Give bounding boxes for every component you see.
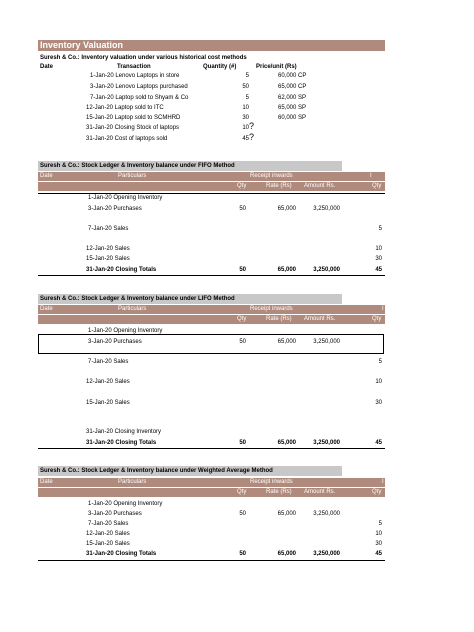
valuation-row-qty: 10 xyxy=(242,125,249,131)
lifo-purchases-rate: 65,000 xyxy=(277,339,296,345)
lifo-rate-header: Rate (Rs) xyxy=(266,316,292,322)
wavg-sale-label: 7-Jan-20 Sales xyxy=(88,521,129,527)
col-transaction-header: Transaction xyxy=(117,64,151,70)
unknown-mark: ? xyxy=(249,121,255,131)
valuation-subtitle: Suresh & Co.: Inventory valuation under various historical cost methods xyxy=(40,55,247,61)
fifo-issue-qty-header: Qty xyxy=(372,183,382,189)
lifo-purchases-qty: 50 xyxy=(239,339,246,345)
valuation-row-tx: 31-Jan-20 Closing Stock of laptops xyxy=(86,125,180,131)
lifo-totals-qty: 50 xyxy=(239,440,246,446)
valuation-row-tx: 3-Jan-20 Lenovo Laptops purchased xyxy=(90,84,188,90)
lifo-sale-qty: 10 xyxy=(375,379,382,385)
lifo-particulars-header: Particulars xyxy=(118,306,147,312)
fifo-sale-label: 7-Jan-20 Sales xyxy=(88,226,129,232)
fifo-amount-header: Amount Rs. xyxy=(304,183,336,189)
lifo-totals-rate: 65,000 xyxy=(277,440,296,446)
wavg-purchases-amount: 3,250,000 xyxy=(313,511,340,517)
wavg-totals-qty: 50 xyxy=(239,551,246,557)
fifo-totals-label: 31-Jan-20 Closing Totals xyxy=(86,267,157,273)
wavg-opening: 1-Jan-20 Opening Inventory xyxy=(88,501,163,507)
valuation-row-qty: 45 xyxy=(242,136,249,142)
valuation-title-band xyxy=(38,40,385,51)
wavg-totals-issue-qty: 45 xyxy=(375,551,382,557)
wavg-sale-label: 12-Jan-20 Sales xyxy=(86,531,130,537)
lifo-title: Suresh & Co.: Stock Ledger & Inventory balance under LIFO Method xyxy=(40,296,235,302)
valuation-row-price: 65,000 SP xyxy=(278,105,307,111)
lifo-sale-label: 12-Jan-20 Sales xyxy=(86,379,130,385)
valuation-row-tx: 1-Jan-20 Lenovo Laptops in store xyxy=(90,73,180,79)
valuation-row-tx: 7-Jan-20 Laptop sold to Shyam & Co xyxy=(90,95,189,101)
wavg-purchases-rate: 65,000 xyxy=(277,511,296,517)
fifo-totals-qty: 50 xyxy=(239,267,246,273)
lifo-purchases-amount: 3,250,000 xyxy=(313,339,340,345)
valuation-title: Inventory Valuation xyxy=(40,40,124,50)
col-date-header: Date xyxy=(40,64,54,70)
lifo-header-band xyxy=(38,305,385,314)
fifo-purchases-qty: 50 xyxy=(239,206,246,212)
wavg-totals-rate: 65,000 xyxy=(277,551,296,557)
fifo-totals-issue-qty: 45 xyxy=(375,267,382,273)
col-price-header: Price/unit (Rs) xyxy=(256,64,297,70)
wavg-amount-header: Amount Rs. xyxy=(304,489,336,495)
lifo-sale-label: 7-Jan-20 Sales xyxy=(88,359,129,365)
fifo-date-header: Date xyxy=(40,173,53,179)
wavg-qty-header: Qty xyxy=(237,489,247,495)
fifo-rate-header: Rate (Rs) xyxy=(266,183,292,189)
lifo-qty-header: Qty xyxy=(237,316,247,322)
valuation-row-qty: 10 xyxy=(242,105,249,111)
lifo-sale-label: 15-Jan-20 Sales xyxy=(86,400,130,406)
lifo-totals-amount: 3,250,000 xyxy=(313,440,340,446)
fifo-totals-amount: 3,250,000 xyxy=(313,267,340,273)
fifo-sale-label: 12-Jan-20 Sales xyxy=(86,246,130,252)
valuation-row-qty: 30 xyxy=(242,115,249,121)
wavg-bottom-rule xyxy=(38,560,385,561)
lifo-sale-qty: 5 xyxy=(378,359,382,365)
fifo-opening: 1-Jan-20 Opening Inventory xyxy=(88,195,163,201)
wavg-particulars-header: Particulars xyxy=(118,479,147,485)
fifo-sale-qty: 30 xyxy=(375,256,382,262)
col-quantity-header: Quantity (#) xyxy=(203,64,237,70)
fifo-qty-header: Qty xyxy=(237,183,247,189)
fifo-subheader-band xyxy=(38,182,385,191)
lifo-totals-issue-qty: 45 xyxy=(375,440,382,446)
wavg-totals-label: 31-Jan-20 Closing Totals xyxy=(86,551,157,557)
lifo-subheader-band xyxy=(38,315,385,324)
valuation-row-tx: 12-Jan-20 Laptop sold to ITC xyxy=(86,105,164,111)
lifo-closing-inventory: 31-Jan-20 Closing Inventory xyxy=(86,429,162,435)
lifo-opening: 1-Jan-20 Opening Inventory xyxy=(88,328,163,334)
valuation-row-tx: 31-Jan-20 Cost of laptops sold xyxy=(86,136,168,142)
wavg-totals-amount: 3,250,000 xyxy=(313,551,340,557)
fifo-title-band xyxy=(38,161,342,171)
wavg-sale-label: 15-Jan-20 Sales xyxy=(86,541,130,547)
fifo-totals-rate: 65,000 xyxy=(277,267,296,273)
wavg-purchases-label: 3-Jan-20 Purchases xyxy=(88,511,142,517)
valuation-row-qty: 5 xyxy=(245,73,249,79)
valuation-row-price: 60,000 SP xyxy=(278,115,307,121)
fifo-issue-header: I xyxy=(370,173,372,179)
wavg-title: Suresh & Co.: Stock Ledger & Inventory balance under Weighted Average Method xyxy=(40,468,273,474)
fifo-title: Suresh & Co.: Stock Ledger & Inventory balance under FIFO Method xyxy=(40,163,235,169)
valuation-row-price: 62,000 SP xyxy=(278,95,307,101)
wavg-sale-qty: 30 xyxy=(375,541,382,547)
lifo-title-band xyxy=(38,294,342,304)
lifo-sale-qty: 30 xyxy=(375,400,382,406)
fifo-sale-qty: 5 xyxy=(378,226,382,232)
valuation-row-price: 65,000 CP xyxy=(278,84,307,90)
lifo-date-header: Date xyxy=(40,306,53,312)
fifo-purchases-amount: 3,250,000 xyxy=(313,206,340,212)
wavg-title-band xyxy=(38,466,342,476)
fifo-particulars-header: Particulars xyxy=(118,173,147,179)
fifo-bottom-rule xyxy=(38,275,385,276)
wavg-sale-qty: 10 xyxy=(375,531,382,537)
unknown-mark: ? xyxy=(249,132,255,142)
lifo-amount-header: Amount Rs. xyxy=(304,316,336,322)
wavg-rate-header: Rate (Rs) xyxy=(266,489,292,495)
wavg-purchases-qty: 50 xyxy=(239,511,246,517)
valuation-row-qty: 5 xyxy=(245,95,249,101)
lifo-issue-qty-header: Qty xyxy=(372,316,382,322)
fifo-sale-label: 15-Jan-20 Sales xyxy=(86,256,130,262)
wavg-receipt-header: Receipt inwards xyxy=(250,479,293,485)
fifo-sale-qty: 10 xyxy=(375,246,382,252)
valuation-row-price: 60,000 CP xyxy=(278,73,307,79)
fifo-header-band xyxy=(38,172,385,181)
fifo-receipt-header: Receipt inwards xyxy=(250,173,293,179)
fifo-purchases-label: 3-Jan-20 Purchases xyxy=(88,206,142,212)
wavg-sale-qty: 5 xyxy=(378,521,382,527)
wavg-issue-header: I xyxy=(382,479,384,485)
lifo-purchases-label: 3-Jan-20 Purchases xyxy=(88,339,142,345)
lifo-issue-header: I xyxy=(382,306,384,312)
wavg-header-band xyxy=(38,478,385,487)
wavg-subheader-band xyxy=(38,488,385,497)
wavg-issue-qty-header: Qty xyxy=(372,489,382,495)
wavg-date-header: Date xyxy=(40,479,53,485)
valuation-row-tx: 15-Jan-20 Laptop sold to SCMHRD xyxy=(86,115,181,121)
lifo-totals-label: 31-Jan-20 Closing Totals xyxy=(86,440,157,446)
lifo-bottom-rule xyxy=(38,448,385,449)
lifo-receipt-header: Receipt inwards xyxy=(250,306,293,312)
valuation-row-qty: 50 xyxy=(242,84,249,90)
fifo-purchases-rate: 65,000 xyxy=(277,206,296,212)
